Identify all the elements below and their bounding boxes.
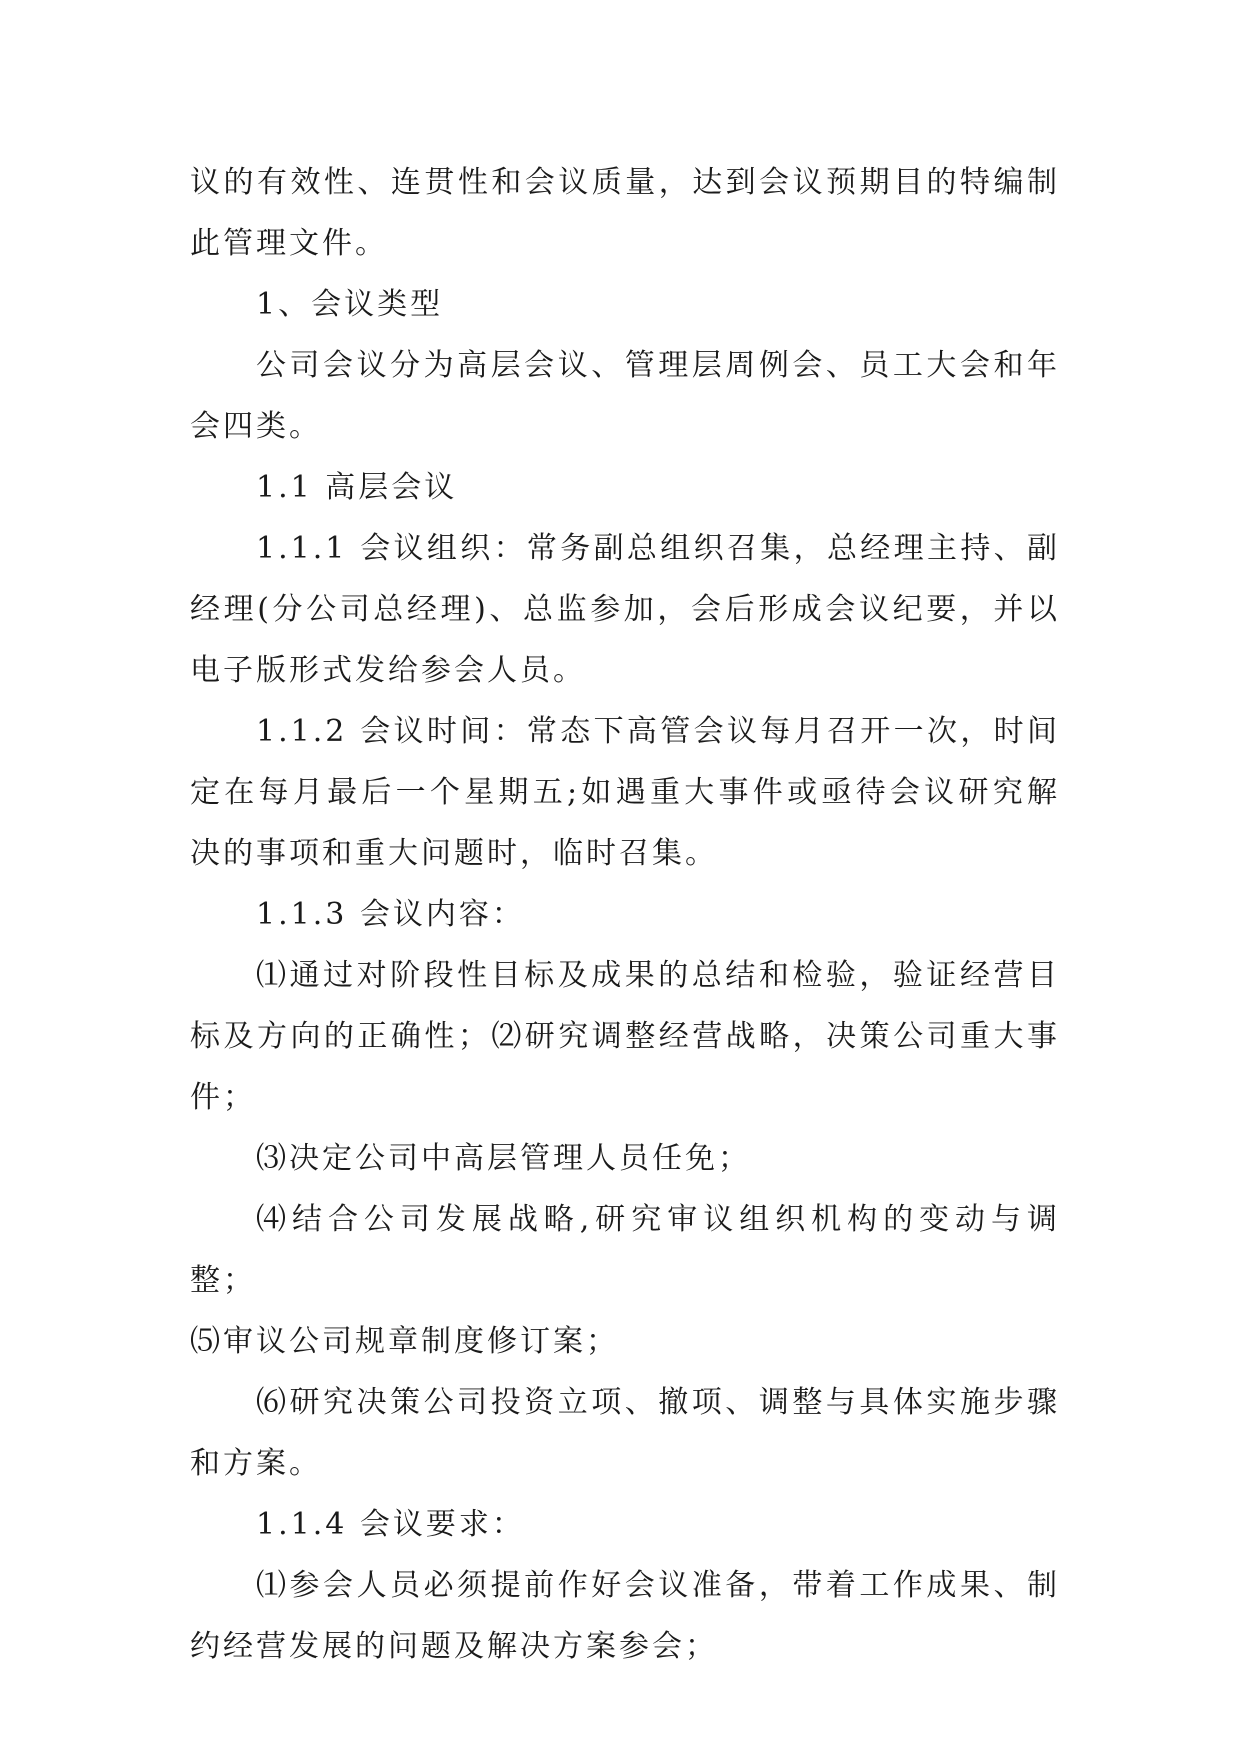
list-item-content-4: ⑷结合公司发展战略,研究审议组织机构的变动与调整； [190, 1202, 1060, 1298]
list-item-content-3: ⑶决定公司中高层管理人员任免； [256, 1141, 751, 1176]
paragraph-meeting-categories: 公司会议分为高层会议、管理层周例会、员工大会和年会四类。 [190, 348, 1060, 444]
paragraph-meeting-organization: 1.1.1 会议组织：常务副总组织召集，总经理主持、副经理(分公司总经理)、总监参加，会后形成会议纪要，并以电子版形式发给参会人员。 [190, 531, 1060, 688]
heading-senior-meeting: 1.1 高层会议 [256, 470, 458, 505]
paragraph-intro-continued: 议的有效性、连贯性和会议质量，达到会议预期目的特编制此管理文件。 [190, 165, 1060, 261]
heading-meeting-requirements: 1.1.4 会议要求： [256, 1507, 525, 1542]
heading-meeting-types: 1、会议类型 [256, 287, 444, 322]
document-body [190, 152, 1060, 1677]
paragraph-meeting-time: 1.1.2 会议时间：常态下高管会议每月召开一次，时间定在每月最后一个星期五;如遇重大事件或亟待会议研究解决的事项和重大问题时，临时召集。 [190, 714, 1060, 871]
list-item-content-6: ⑹研究决策公司投资立项、撤项、调整与具体实施步骤和方案。 [190, 1385, 1060, 1481]
heading-meeting-content: 1.1.3 会议内容： [256, 897, 525, 932]
list-item-requirement-1: ⑴参会人员必须提前作好会议准备，带着工作成果、制约经营发展的问题及解决方案参会； [190, 1568, 1060, 1664]
list-item-content-5: ⑸审议公司规章制度修订案； [190, 1324, 619, 1359]
list-item-content-1-2: ⑴通过对阶段性目标及成果的总结和检验，验证经营目标及方向的正确性；⑵研究调整经营战略，决策公司重大事件； [190, 958, 1060, 1115]
